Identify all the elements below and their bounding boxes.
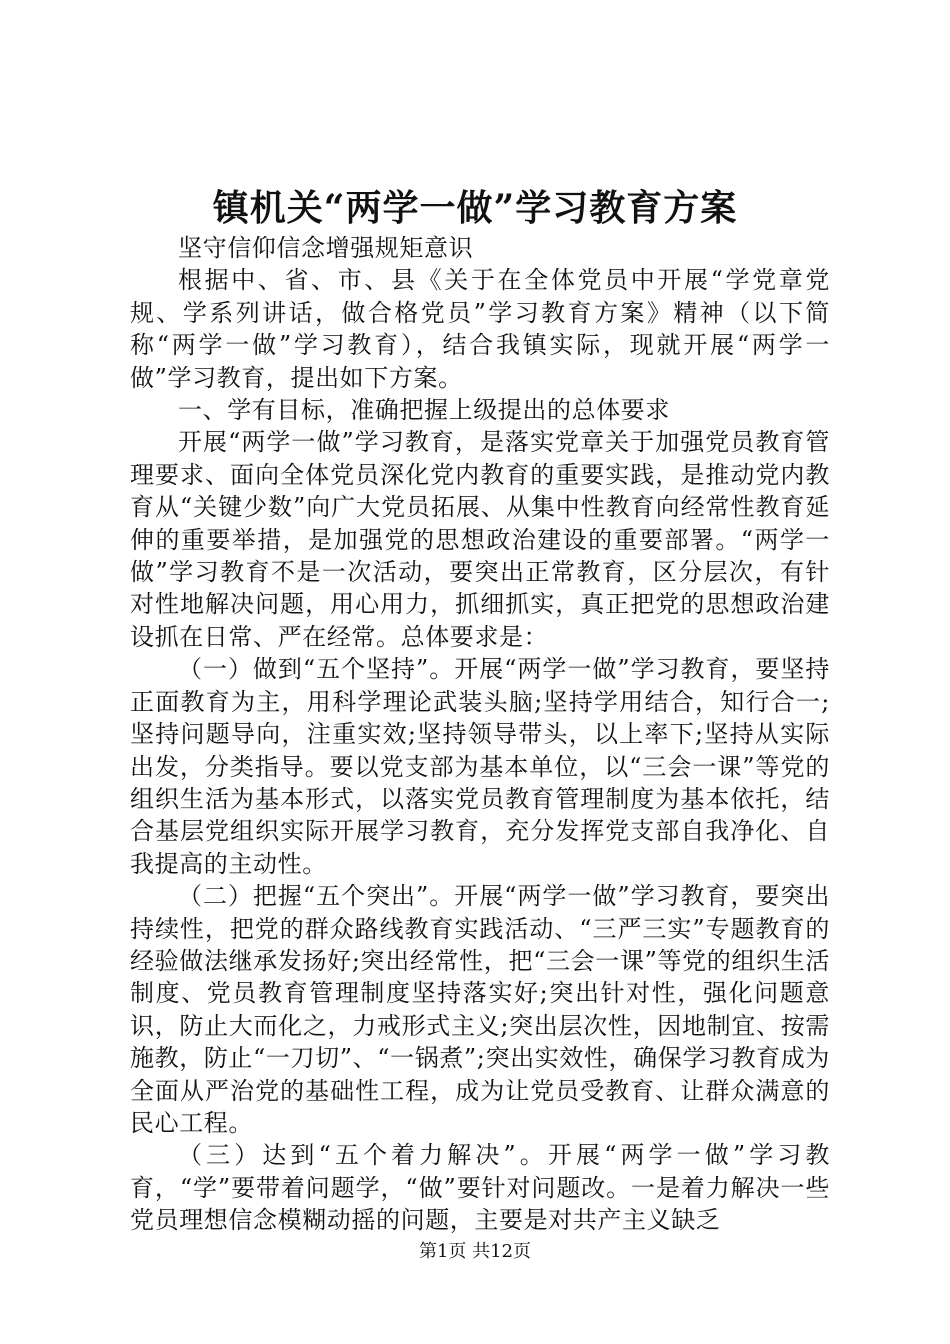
document-title: 镇机关“两学一做”学习教育方案 [212, 187, 738, 229]
paragraph-subtitle: 坚守信仰信念增强规矩意识 [178, 234, 474, 262]
paragraph-intro: 根据中、省、市、县《关于在全体党员中开展“学党章党规、学系列讲话，做合格党员”学习教育方案》精神（以下简称“两学一做”学习教育），结合我镇实际，现就开展“两学一做”学习教育，提出如下方案。 [130, 266, 830, 392]
document-body [130, 232, 830, 1237]
paragraph-item-1: （一）做到“五个坚持”。开展“两学一做”学习教育，要坚持正面教育为主，用科学理论武装头脑;坚持学用结合，知行合一;坚持问题导向，注重实效;坚持领导带头，以上率下;坚持从实际出发，分类指导。要以党支部为基本单位，以“三会一课”等党的组织生活为基本形式，以落实党员教育管理制度为基本依托，结合基层党组织实际开展学习教育，充分发挥党支部自我净化、自我提高的主动性。 [130, 655, 830, 878]
paragraph-item-3: （三）达到“五个着力解决”。开展“两学一做”学习教育，“学”要带着问题学，“做”要针对问题改。一是着力解决一些党员理想信念模糊动摇的问题，主要是对共产主义缺乏 [130, 1141, 830, 1235]
section-heading-1: 一、学有目标，准确把握上级提出的总体要求 [178, 396, 670, 425]
page-indicator: 第1页 共12页 [418, 1241, 532, 1262]
paragraph-overview: 开展“两学一做”学习教育，是落实党章关于加强党员教育管理要求、面向全体党员深化党内教育的重要实践，是推动党内教育从“关键少数”向广大党员拓展、从集中性教育向经常性教育延伸的重要举措，是加强党的思想政治建设的重要部署。“两学一做”学习教育不是一次活动，要突出正常教育，区分层次，有针对性地解决问题，用心用力，抓细抓实，真正把党的思想政治建设抓在日常、严在经常。总体要求是： [130, 428, 830, 651]
paragraph-item-2: （二）把握“五个突出”。开展“两学一做”学习教育，要突出持续性，把党的群众路线教育实践活动、“三严三实”专题教育的经验做法继承发扬好;突出经常性，把“三会一课”等党的组织生活制度、党员教育管理制度坚持落实好;突出针对性，强化问题意识，防止大而化之，力戒形式主义;突出层次性，因地制宜、按需施教，防止“一刀切”、“一锅煮”;突出实效性，确保学习教育成为全面从严治党的基础性工程，成为让党员受教育、让群众满意的民心工程。 [130, 882, 830, 1137]
